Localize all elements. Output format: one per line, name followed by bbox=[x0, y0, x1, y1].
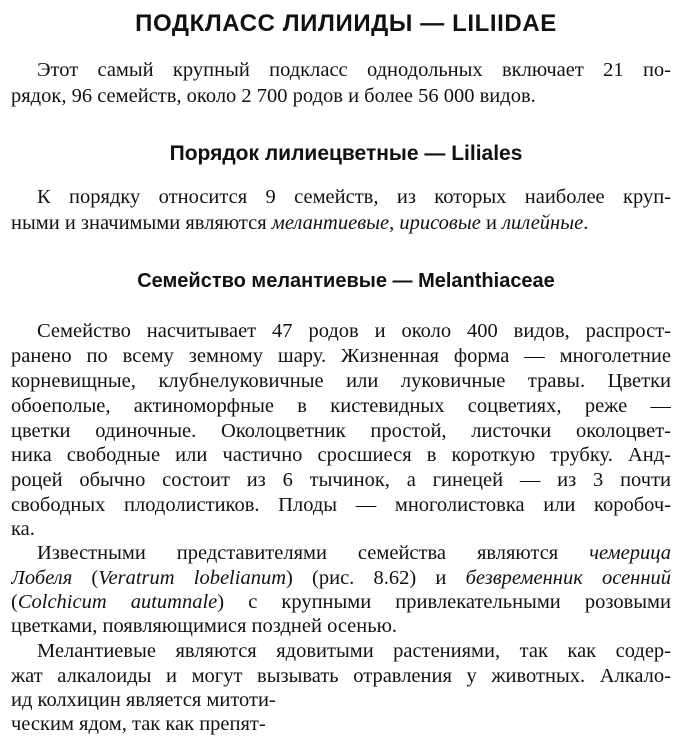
subclass-heading: ПОДКЛАСС ЛИЛИИДЫ — LILIIDAE bbox=[135, 10, 557, 37]
species-name: безвременник осенний bbox=[465, 567, 671, 589]
p4-text: ( bbox=[72, 567, 99, 589]
p5-line-1: Мелантиевые являются ядовитыми растениями, так как содер- bbox=[37, 640, 671, 662]
p3-line-7: роцей обычно состоит из 6 тычинок, а гинецей — из 3 почти bbox=[11, 469, 671, 491]
p4-text: ) (рис. 8.62) и bbox=[286, 567, 466, 589]
p4-text: Известными представителями семейства являются bbox=[37, 542, 590, 564]
p4-text: ( bbox=[11, 591, 18, 613]
p3-line-2: ранено по всему земному шару. Жизненная форма — многолетние bbox=[11, 345, 671, 367]
p4-text: ) с крупными привлекательными розовыми bbox=[217, 591, 671, 613]
p5-line-2: жат алкалоиды и могут вызывать отравления у животных. Алкало- bbox=[11, 665, 671, 687]
family-liliaceae-term: лилейные bbox=[502, 212, 584, 234]
p2-end: . bbox=[583, 212, 589, 234]
p3-line-6: ника свободные или частично сросшиеся в короткую трубку. Анд- bbox=[11, 444, 671, 466]
latin-species-name: Colchicum autumnale bbox=[17, 591, 218, 613]
p3-line-5: цветки одиночные. Околоцветник простой, листочки околоцвет- bbox=[11, 420, 671, 442]
p2-sep-2: и bbox=[480, 212, 503, 234]
p2-sep-1: , bbox=[389, 212, 400, 234]
family-melanthiaceae-term: мелантиевые bbox=[271, 212, 390, 234]
p2-line-1: К порядку относится 9 семейств, из которых наиболее круп- bbox=[37, 186, 671, 208]
p3-line-9: ка. bbox=[11, 518, 35, 540]
p5-line-3: ид колхицин является митоти- bbox=[11, 689, 276, 711]
order-heading: Порядок лилиецветные — Liliales bbox=[169, 142, 523, 165]
p4-line-3 bbox=[11, 590, 671, 614]
p3-line-8: свободных плодолистиков. Плоды — многолистовка или коробоч- bbox=[11, 494, 671, 516]
family-heading: Семейство мелантиевые — Melanthiaceae bbox=[137, 270, 555, 292]
species-name: Лобеля bbox=[11, 567, 73, 589]
p2-text: ными и значимыми являются bbox=[11, 212, 272, 234]
p1-line-1: Этот самый крупный подкласс однодольных включает 21 по- bbox=[37, 59, 671, 81]
p2-line-2 bbox=[11, 211, 671, 235]
p3-line-3: корневищные, клубнелуковичные или луковичные травы. Цветки bbox=[11, 370, 671, 392]
p3-line-4: обоеполые, актиноморфные в кистевидных соцветиях, реже — bbox=[11, 395, 671, 417]
p4-line-2 bbox=[11, 566, 671, 590]
latin-species-name: Veratrum lobelianum bbox=[98, 567, 287, 589]
family-iridaceae-term: ирисовые bbox=[399, 212, 481, 234]
p4-line-1 bbox=[37, 541, 671, 565]
p4-line-4: цветками, появляющимися поздней осенью. bbox=[11, 615, 398, 637]
p1-line-2: рядок, 96 семейств, около 2 700 родов и более 56 000 видов. bbox=[11, 85, 536, 107]
p5-line-4: ческим ядом, так как препят- bbox=[11, 713, 266, 735]
p3-line-1: Семейство насчитывает 47 родов и около 400 видов, распрост- bbox=[37, 320, 671, 342]
species-name: чемерица bbox=[589, 542, 671, 564]
